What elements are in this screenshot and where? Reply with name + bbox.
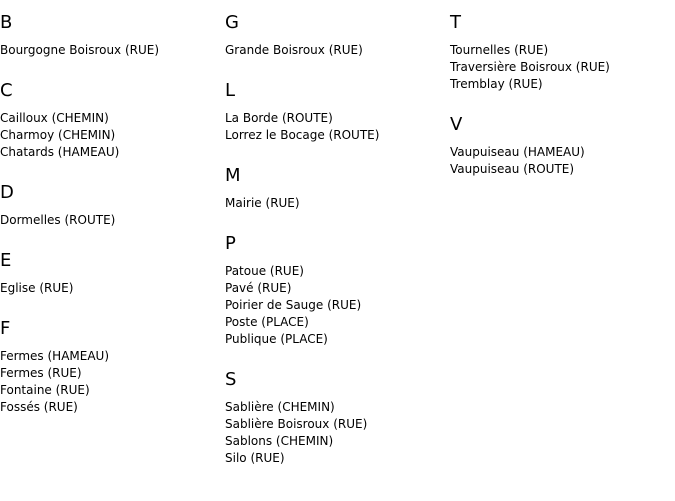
street-link[interactable]: Bourgogne Boisroux (RUE)	[0, 43, 160, 57]
street-link[interactable]: Silo (RUE)	[225, 451, 285, 465]
letter-heading: S	[225, 369, 237, 390]
letter-heading: G	[225, 12, 239, 33]
group-spacer	[225, 467, 445, 476]
street-link[interactable]: Chatards (HAMEAU)	[0, 145, 120, 159]
letter-heading: E	[0, 250, 12, 271]
street-link[interactable]: La Borde (ROUTE)	[225, 111, 333, 125]
letter-group-b	[0, 12, 220, 68]
letter-group-c	[0, 80, 220, 170]
street-list	[0, 348, 220, 416]
street-link[interactable]: Fermes (RUE)	[0, 366, 82, 380]
group-spacer	[0, 161, 220, 170]
group-spacer	[0, 229, 220, 238]
street-list	[225, 110, 445, 144]
street-link[interactable]: Sablons (CHEMIN)	[225, 434, 334, 448]
street-link[interactable]: Cailloux (CHEMIN)	[0, 111, 109, 125]
group-spacer	[0, 416, 220, 425]
letter-group-e	[0, 250, 220, 306]
street-list	[225, 399, 445, 467]
street-link[interactable]: Dormelles (ROUTE)	[0, 213, 116, 227]
street-list	[225, 195, 445, 212]
street-list	[0, 280, 220, 297]
street-link[interactable]: Publique (PLACE)	[225, 332, 328, 346]
street-list	[450, 42, 670, 93]
street-list	[0, 42, 220, 59]
letter-group-g	[225, 12, 445, 68]
group-spacer	[225, 212, 445, 221]
letter-heading: D	[0, 182, 14, 203]
street-link[interactable]: Fontaine (RUE)	[0, 383, 90, 397]
letter-heading: V	[450, 114, 463, 135]
street-link[interactable]: Eglise (RUE)	[0, 281, 74, 295]
street-link[interactable]: Grande Boisroux (RUE)	[225, 43, 363, 57]
street-link[interactable]: Mairie (RUE)	[225, 196, 300, 210]
street-link[interactable]: Charmoy (CHEMIN)	[0, 128, 116, 142]
street-link[interactable]: Tournelles (RUE)	[450, 43, 549, 57]
street-list	[450, 144, 670, 178]
letter-group-l	[225, 80, 445, 153]
street-link[interactable]: Sablière (CHEMIN)	[225, 400, 335, 414]
letter-heading: T	[450, 12, 461, 33]
letter-heading: F	[0, 318, 11, 339]
street-link[interactable]: Vaupuiseau (HAMEAU)	[450, 145, 585, 159]
letter-group-v	[450, 114, 670, 187]
group-spacer	[0, 59, 220, 68]
group-spacer	[225, 348, 445, 357]
group-spacer	[0, 297, 220, 306]
street-list	[0, 212, 220, 229]
street-list	[225, 42, 445, 59]
group-spacer	[450, 178, 670, 187]
group-spacer	[225, 59, 445, 68]
street-column-2	[225, 0, 445, 476]
street-list	[225, 263, 445, 348]
letter-heading: C	[0, 80, 13, 101]
letter-group-t	[450, 12, 670, 102]
group-spacer	[225, 144, 445, 153]
letter-group-d	[0, 182, 220, 238]
letter-heading: P	[225, 233, 236, 254]
letter-heading: L	[225, 80, 236, 101]
letter-heading: B	[0, 12, 13, 33]
street-link[interactable]: Poirier de Sauge (RUE)	[225, 298, 362, 312]
street-link[interactable]: Lorrez le Bocage (ROUTE)	[225, 128, 380, 142]
street-link[interactable]: Pavé (RUE)	[225, 281, 292, 295]
letter-group-f	[0, 318, 220, 425]
letter-group-p	[225, 233, 445, 357]
street-link[interactable]: Sablière Boisroux (RUE)	[225, 417, 368, 431]
street-link[interactable]: Patoue (RUE)	[225, 264, 304, 278]
street-list	[0, 110, 220, 161]
street-column-3	[450, 0, 670, 187]
street-link[interactable]: Vaupuiseau (ROUTE)	[450, 162, 575, 176]
street-link[interactable]: Fossés (RUE)	[0, 400, 78, 414]
letter-group-s	[225, 369, 445, 476]
letter-group-m	[225, 165, 445, 221]
letter-heading: M	[225, 165, 241, 186]
street-link[interactable]: Poste (PLACE)	[225, 315, 309, 329]
street-link[interactable]: Fermes (HAMEAU)	[0, 349, 110, 363]
street-column-1	[0, 0, 220, 425]
street-link[interactable]: Tremblay (RUE)	[450, 77, 543, 91]
group-spacer	[450, 93, 670, 102]
street-link[interactable]: Traversière Boisroux (RUE)	[450, 60, 610, 74]
